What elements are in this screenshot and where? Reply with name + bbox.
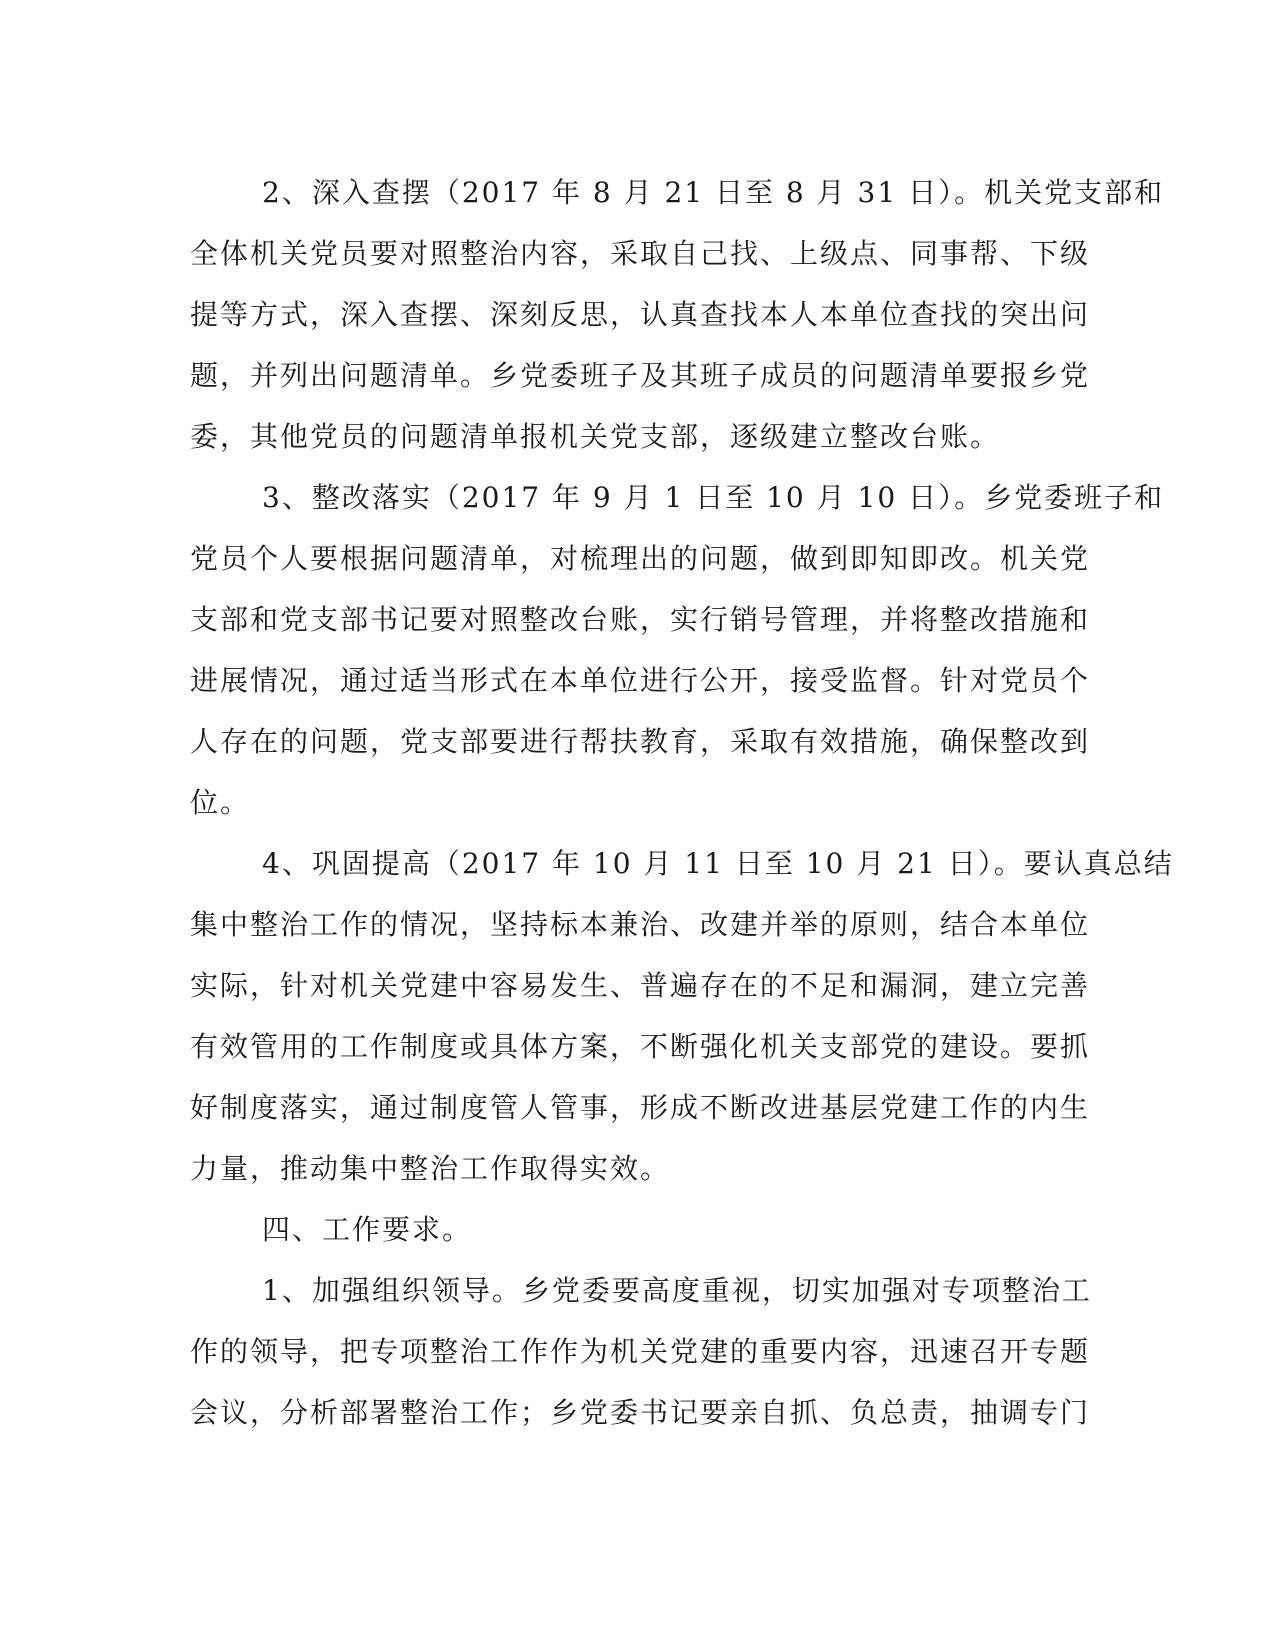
text-line: 作的领导，把专项整治工作作为机关党建的重要内容，迅速召开专题: [190, 1335, 1091, 1368]
text-line: 进展情况，通过适当形式在本单位进行公开，接受监督。针对党员个: [190, 664, 1091, 697]
text-line: 支部和党支部书记要对照整改台账，实行销号管理，并将整改措施和: [190, 603, 1091, 636]
text-line: 集中整治工作的情况，坚持标本兼治、改建并举的原则，结合本单位: [190, 908, 1091, 941]
text-line: 2、深入查摆（2017 年 8 月 21 日至 8 月 31 日）。机关党支部和: [262, 176, 1165, 209]
text-line: 4、巩固提高（2017 年 10 月 11 日至 10 月 21 日）。要认真总结: [262, 847, 1174, 880]
text-line: 3、整改落实（2017 年 9 月 1 日至 10 月 10 日）。乡党委班子和: [262, 481, 1165, 514]
document-body: [190, 162, 1174, 1443]
text-line: 力量，推动集中整治工作取得实效。: [190, 1152, 671, 1185]
text-line: 有效管用的工作制度或具体方案，不断强化机关支部党的建设。要抓: [190, 1030, 1091, 1063]
text-line: 党员个人要根据问题清单，对梳理出的问题，做到即知即改。机关党: [190, 542, 1091, 575]
text-line: 位。: [190, 786, 251, 819]
text-line: 好制度落实，通过制度管人管事，形成不断改进基层党建工作的内生: [190, 1091, 1091, 1124]
section-heading: 四、工作要求。: [262, 1213, 473, 1246]
text-line: 题，并列出问题清单。乡党委班子及其班子成员的问题清单要报乡党: [190, 359, 1091, 392]
text-line: 全体机关党员要对照整治内容，采取自己找、上级点、同事帮、下级: [190, 237, 1091, 270]
text-line: 委，其他党员的问题清单报机关党支部，逐级建立整改台账。: [190, 420, 1001, 453]
text-line: 实际，针对机关党建中容易发生、普遍存在的不足和漏洞，建立完善: [190, 969, 1091, 1002]
text-line: 会议，分析部署整治工作；乡党委书记要亲自抓、负总责，抽调专门: [190, 1396, 1091, 1429]
text-line: 1、加强组织领导。乡党委要高度重视，切实加强对专项整治工: [262, 1274, 1092, 1307]
text-line: 提等方式，深入查摆、深刻反思，认真查找本人本单位查找的突出问: [190, 298, 1091, 331]
text-line: 人存在的问题，党支部要进行帮扶教育，采取有效措施，确保整改到: [190, 725, 1091, 758]
